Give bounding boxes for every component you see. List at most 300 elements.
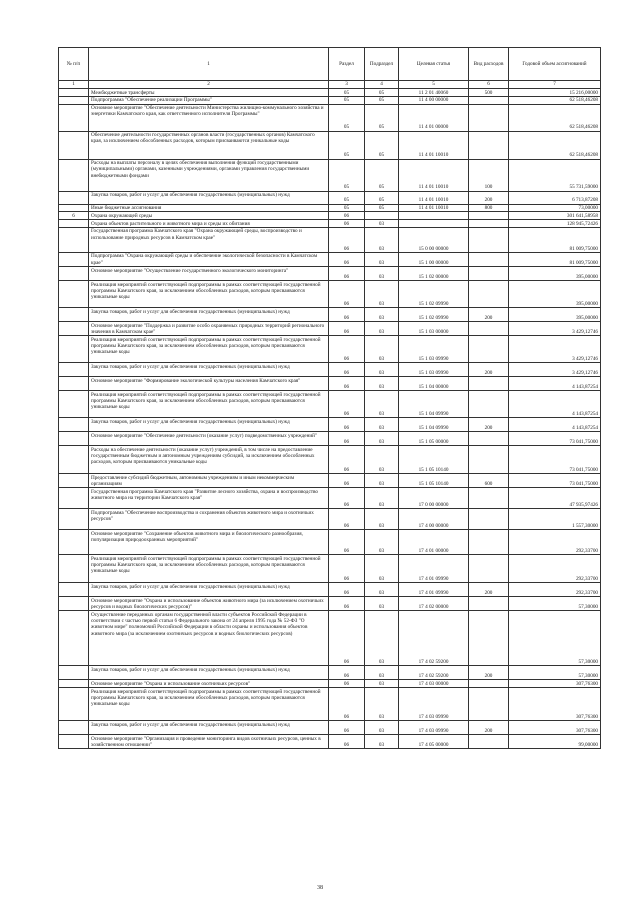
row-csr	[399, 220, 469, 228]
row-razdel: 06	[329, 509, 365, 530]
row-number	[59, 688, 89, 721]
table-body	[59, 89, 601, 749]
row-name: Межбюджетные трансферты	[89, 89, 329, 97]
row-podrazdel: 03	[365, 721, 399, 735]
row-csr	[399, 212, 469, 220]
table-row	[59, 363, 601, 377]
row-csr: 17 4 00 00000	[399, 509, 469, 530]
row-podrazdel: 03	[365, 488, 399, 509]
header-sum: Годовой объем ассигнований	[509, 48, 601, 81]
row-csr: 15 1 04 00000	[399, 377, 469, 391]
row-sum: 4 143,87254	[509, 418, 601, 432]
row-vr	[469, 336, 509, 363]
row-name: Расходы на выплаты персоналу в целях обеспечения выполнения функций государственными (муниципальными) органами, казенными учреждениями, органами управления государственными внебюджетными фондами	[89, 159, 329, 191]
row-name: Основное мероприятие "Охрана и использование объектов животного мира (за исключением охотничьих ресурсов и водных биологических ресурсов)"	[89, 597, 329, 611]
row-number	[59, 474, 89, 488]
row-vr: 100	[469, 159, 509, 191]
row-name: Основное мероприятие "Сохранение объектов животного мира и биологического разнообразия, популяризация природоохранных мероприятий"	[89, 530, 329, 555]
table-row	[59, 281, 601, 308]
row-razdel: 06	[329, 446, 365, 474]
table-row	[59, 336, 601, 363]
row-number	[59, 418, 89, 432]
table-row	[59, 680, 601, 688]
row-number	[59, 281, 89, 308]
row-number	[59, 432, 89, 446]
row-razdel: 05	[329, 131, 365, 159]
row-number	[59, 220, 89, 228]
row-csr: 17 4 05 00000	[399, 735, 469, 749]
table-row	[59, 509, 601, 530]
row-sum: 62 518,46208	[509, 104, 601, 131]
row-name: Охрана окружающей среды	[89, 212, 329, 220]
row-vr	[469, 735, 509, 749]
row-csr: 15 1 05 10140	[399, 446, 469, 474]
row-vr	[469, 104, 509, 131]
row-vr	[469, 555, 509, 583]
row-name: Основное мероприятие "Поддержка и развитие особо охраняемых природных территорий регионального значения в Камчатском крае"	[89, 322, 329, 336]
row-number	[59, 252, 89, 266]
row-vr	[469, 597, 509, 611]
table-row	[59, 432, 601, 446]
header-podrazdel: Подраздел	[365, 48, 399, 81]
row-number	[59, 363, 89, 377]
row-csr: 11 2 01 40060	[399, 89, 469, 97]
row-csr: 11 4 01 10010	[399, 204, 469, 212]
row-sum: 15 216,00000	[509, 89, 601, 97]
row-sum: 292,33700	[509, 555, 601, 583]
table-row	[59, 131, 601, 159]
column-number: 7	[509, 81, 601, 89]
row-vr: 200	[469, 418, 509, 432]
row-razdel: 06	[329, 583, 365, 597]
row-number	[59, 89, 89, 97]
row-name: Реализация мероприятий соответствующей подпрограммы в рамках соответствующей государственной программы Камчатского края, за исключением обособленных расходов, которым присваиваются уникальные коды	[89, 688, 329, 721]
row-name: Обеспечение деятельности государственных органов власти (государственных органов) Камчатского края, за исключением обособленных расходов, которым присваиваются уникальные коды	[89, 131, 329, 159]
row-podrazdel: 03	[365, 509, 399, 530]
header-razdel: Раздел	[329, 48, 365, 81]
row-number	[59, 159, 89, 191]
row-sum: 73 041,75000	[509, 432, 601, 446]
row-number	[59, 336, 89, 363]
row-podrazdel: 03	[365, 432, 399, 446]
table-row	[59, 555, 601, 583]
row-sum: 73 041,75000	[509, 446, 601, 474]
table-row	[59, 204, 601, 212]
header-name: 1	[89, 48, 329, 81]
row-vr	[469, 432, 509, 446]
row-podrazdel: 05	[365, 96, 399, 104]
row-name: Основное мероприятие "Формирование экологической культуры населения Камчатского края"	[89, 377, 329, 391]
row-name: Подпрограмма "Обеспечение воспроизводства и сохранения объектов животного мира и охотничьих ресурсов"	[89, 509, 329, 530]
row-csr: 11 4 00 00000	[399, 96, 469, 104]
table-row	[59, 159, 601, 191]
row-number	[59, 96, 89, 104]
row-podrazdel: 03	[365, 336, 399, 363]
row-csr: 17 4 02 59200	[399, 666, 469, 680]
row-razdel: 06	[329, 688, 365, 721]
row-number	[59, 377, 89, 391]
row-razdel: 06	[329, 281, 365, 308]
table-row	[59, 220, 601, 228]
table-row	[59, 474, 601, 488]
table-row	[59, 688, 601, 721]
row-csr: 17 4 02 59200	[399, 611, 469, 666]
row-csr: 15 1 05 10140	[399, 474, 469, 488]
row-csr: 15 1 03 09990	[399, 336, 469, 363]
row-podrazdel: 03	[365, 611, 399, 666]
budget-table	[58, 47, 601, 749]
table-row	[59, 530, 601, 555]
row-vr	[469, 391, 509, 418]
row-csr: 17 4 02 00000	[399, 597, 469, 611]
column-number: 6	[469, 81, 509, 89]
row-sum: 292,33700	[509, 583, 601, 597]
row-vr: 600	[469, 474, 509, 488]
row-sum: 81 009,75000	[509, 252, 601, 266]
row-number	[59, 509, 89, 530]
table-row	[59, 252, 601, 266]
row-name: Охрана объектов растительного и животного мира и среды их обитания	[89, 220, 329, 228]
row-vr	[469, 281, 509, 308]
table-row	[59, 267, 601, 281]
row-vr	[469, 446, 509, 474]
row-sum: 57,30000	[509, 666, 601, 680]
row-number	[59, 488, 89, 509]
row-podrazdel: 03	[365, 227, 399, 252]
row-name: Закупка товаров, работ и услуг для обеспечения государственных (муниципальных) нужд	[89, 191, 329, 204]
row-number	[59, 555, 89, 583]
column-number: 5	[399, 81, 469, 89]
row-csr: 17 4 01 09990	[399, 555, 469, 583]
row-csr: 11 4 01 00000	[399, 104, 469, 131]
row-csr: 15 1 02 00000	[399, 267, 469, 281]
row-razdel: 06	[329, 336, 365, 363]
row-csr: 15 1 02 09990	[399, 281, 469, 308]
row-sum: 128 945,72426	[509, 220, 601, 228]
column-number-row	[59, 81, 601, 89]
row-podrazdel: 03	[365, 680, 399, 688]
row-number	[59, 446, 89, 474]
row-vr: 200	[469, 363, 509, 377]
row-csr: 17 4 03 09990	[399, 688, 469, 721]
header-csr: Целевая статья	[399, 48, 469, 81]
row-csr: 15 1 05 00000	[399, 432, 469, 446]
row-razdel: 06	[329, 252, 365, 266]
table-row	[59, 446, 601, 474]
row-name: Основное мероприятие "Охрана и использование охотничьих ресурсов"	[89, 680, 329, 688]
row-vr	[469, 212, 509, 220]
row-razdel: 06	[329, 322, 365, 336]
row-razdel: 05	[329, 191, 365, 204]
row-csr: 15 1 03 09990	[399, 363, 469, 377]
row-name: Государственная программа Камчатского края "Развитие лесного хозяйства, охрана и воспроизводство животного мира на территории Камчатского края"	[89, 488, 329, 509]
row-sum: 307,76300	[509, 721, 601, 735]
row-csr: 11 4 01 10010	[399, 191, 469, 204]
row-number	[59, 530, 89, 555]
column-number: 1	[59, 81, 89, 89]
row-sum: 307,76300	[509, 680, 601, 688]
row-razdel: 05	[329, 204, 365, 212]
row-razdel: 06	[329, 530, 365, 555]
row-sum: 99,00000	[509, 735, 601, 749]
row-sum: 62 518,46208	[509, 131, 601, 159]
row-razdel: 05	[329, 104, 365, 131]
row-name: Основное мероприятие "Организация и проведение мониторинга видов охотничьих ресурсов, ценных в хозяйственном отношении"	[89, 735, 329, 749]
row-podrazdel: 03	[365, 308, 399, 322]
table-row	[59, 611, 601, 666]
row-csr: 17 0 00 00000	[399, 488, 469, 509]
row-razdel: 06	[329, 308, 365, 322]
row-razdel: 05	[329, 89, 365, 97]
row-podrazdel: 05	[365, 89, 399, 97]
row-name: Реализация мероприятий соответствующей подпрограммы в рамках соответствующей государственной программы Камчатского края, за исключением обособленных расходов, которым присваиваются уникальные коды	[89, 281, 329, 308]
row-podrazdel: 03	[365, 322, 399, 336]
row-csr: 11 4 01 10010	[399, 159, 469, 191]
row-razdel: 06	[329, 666, 365, 680]
row-sum: 73,00000	[509, 204, 601, 212]
row-podrazdel: 03	[365, 583, 399, 597]
column-number: 4	[365, 81, 399, 89]
row-podrazdel: 05	[365, 204, 399, 212]
row-sum: 301 641,58958	[509, 212, 601, 220]
row-podrazdel: 03	[365, 530, 399, 555]
row-name: Осуществление переданных органам государственной власти субъектов Российской Федерации в соответствии с частью первой статьи 6 Федерального закона от 24 апреля 1995 года № 52-ФЗ "О животном мире" полномочий Российской Федерации в области охраны и использования объектов животного мира (за исключением охотничьих ресурсов и водных биологических ресурсов)	[89, 611, 329, 666]
row-podrazdel: 03	[365, 281, 399, 308]
row-name: Реализация мероприятий соответствующей подпрограммы в рамках соответствующей государственной программы Камчатского края, за исключением обособленных расходов, которым присваиваются уникальные коды	[89, 391, 329, 418]
row-sum: 57,30000	[509, 611, 601, 666]
row-vr	[469, 509, 509, 530]
row-name: Иные бюджетные ассигнования	[89, 204, 329, 212]
row-razdel: 06	[329, 377, 365, 391]
row-number	[59, 391, 89, 418]
row-podrazdel: 03	[365, 363, 399, 377]
table-row	[59, 583, 601, 597]
row-razdel: 06	[329, 555, 365, 583]
row-vr	[469, 488, 509, 509]
table-row	[59, 391, 601, 418]
row-sum: 292,33700	[509, 530, 601, 555]
row-name: Реализация мероприятий соответствующей подпрограммы в рамках соответствующей государственной программы Камчатского края, за исключением обособленных расходов, которым присваиваются уникальные коды	[89, 555, 329, 583]
row-podrazdel	[365, 212, 399, 220]
row-razdel: 06	[329, 267, 365, 281]
row-vr	[469, 530, 509, 555]
row-number	[59, 191, 89, 204]
table-row	[59, 104, 601, 131]
row-number	[59, 721, 89, 735]
row-vr: 200	[469, 191, 509, 204]
row-name: Подпрограмма "Охрана окружающей среды и обеспечение экологической безопасности в Камчатском крае"	[89, 252, 329, 266]
row-name: Закупка товаров, работ и услуг для обеспечения государственных (муниципальных) нужд	[89, 721, 329, 735]
row-podrazdel: 03	[365, 446, 399, 474]
row-csr: 15 0 00 00000	[399, 227, 469, 252]
header-num: № п/п	[59, 48, 89, 81]
row-name: Закупка товаров, работ и услуг для обеспечения государственных (муниципальных) нужд	[89, 418, 329, 432]
row-csr: 11 4 01 10010	[399, 131, 469, 159]
row-csr: 15 1 02 09990	[399, 308, 469, 322]
row-vr	[469, 688, 509, 721]
row-vr: 200	[469, 666, 509, 680]
row-vr: 800	[469, 204, 509, 212]
row-number	[59, 322, 89, 336]
row-vr	[469, 611, 509, 666]
row-name: Реализация мероприятий соответствующей подпрограммы в рамках соответствующей государственной программы Камчатского края, за исключением обособленных расходов, которым присваиваются уникальные коды	[89, 336, 329, 363]
row-podrazdel: 05	[365, 191, 399, 204]
row-podrazdel: 03	[365, 377, 399, 391]
row-razdel: 06	[329, 597, 365, 611]
row-sum: 3 429,12746	[509, 336, 601, 363]
row-sum: 55 731,59000	[509, 159, 601, 191]
row-csr: 17 4 03 09990	[399, 721, 469, 735]
column-number: 3	[329, 81, 365, 89]
table-row	[59, 597, 601, 611]
row-number: 6	[59, 212, 89, 220]
row-sum: 81 009,75000	[509, 227, 601, 252]
table-row	[59, 721, 601, 735]
table-row	[59, 418, 601, 432]
row-name: Подпрограмма "Обеспечение реализации Программы"	[89, 96, 329, 104]
row-razdel: 06	[329, 418, 365, 432]
row-podrazdel: 03	[365, 391, 399, 418]
row-podrazdel: 05	[365, 104, 399, 131]
row-name: Закупка товаров, работ и услуг для обеспечения государственных (муниципальных) нужд	[89, 363, 329, 377]
row-vr	[469, 131, 509, 159]
row-number	[59, 227, 89, 252]
row-sum: 395,00000	[509, 281, 601, 308]
row-sum: 57,30000	[509, 597, 601, 611]
row-sum: 4 143,87254	[509, 377, 601, 391]
table-row	[59, 488, 601, 509]
row-razdel: 05	[329, 96, 365, 104]
row-sum: 62 518,46208	[509, 96, 601, 104]
row-number	[59, 611, 89, 666]
table-header	[59, 48, 601, 81]
table-row	[59, 322, 601, 336]
row-name: Расходы на обеспечение деятельности (оказание услуг) учреждений, в том числе на предоставление государственным бюджетным и автономным учреждениям субсидий, за исключением обособленных расходов, которым присваиваются уникальные коды	[89, 446, 329, 474]
row-podrazdel: 03	[365, 555, 399, 583]
row-number	[59, 104, 89, 131]
row-razdel: 06	[329, 474, 365, 488]
row-name: Предоставление субсидий бюджетным, автономным учреждениям и иным некоммерческим организациям	[89, 474, 329, 488]
row-csr: 15 1 00 00000	[399, 252, 469, 266]
row-name: Закупка товаров, работ и услуг для обеспечения государственных (муниципальных) нужд	[89, 583, 329, 597]
table-row	[59, 96, 601, 104]
row-name: Закупка товаров, работ и услуг для обеспечения государственных (муниципальных) нужд	[89, 666, 329, 680]
row-sum: 395,00000	[509, 267, 601, 281]
row-razdel: 06	[329, 721, 365, 735]
row-csr: 15 1 04 09990	[399, 418, 469, 432]
header-vr: Вид расходов	[469, 48, 509, 81]
row-name: Государственная программа Камчатского края "Охрана окружающей среды, воспроизводство и использование природных ресурсов в Камчатском крае"	[89, 227, 329, 252]
row-number	[59, 131, 89, 159]
row-razdel: 06	[329, 212, 365, 220]
row-razdel: 06	[329, 432, 365, 446]
row-sum: 73 041,75000	[509, 474, 601, 488]
row-sum: 6 713,87208	[509, 191, 601, 204]
row-podrazdel: 03	[365, 220, 399, 228]
row-razdel: 06	[329, 611, 365, 666]
row-vr	[469, 322, 509, 336]
row-sum: 1 557,30000	[509, 509, 601, 530]
row-razdel: 06	[329, 680, 365, 688]
table-row	[59, 212, 601, 220]
row-number	[59, 597, 89, 611]
row-podrazdel: 05	[365, 131, 399, 159]
row-vr	[469, 220, 509, 228]
row-razdel: 06	[329, 735, 365, 749]
row-razdel: 06	[329, 220, 365, 228]
row-vr	[469, 96, 509, 104]
row-razdel: 06	[329, 391, 365, 418]
row-vr: 500	[469, 89, 509, 97]
row-number	[59, 204, 89, 212]
row-csr: 15 1 03 00000	[399, 322, 469, 336]
row-csr: 17 4 01 09990	[399, 583, 469, 597]
table-row	[59, 735, 601, 749]
row-csr: 15 1 04 09990	[399, 391, 469, 418]
row-sum: 307,76300	[509, 688, 601, 721]
row-podrazdel: 03	[365, 666, 399, 680]
row-vr: 200	[469, 721, 509, 735]
row-sum: 4 143,87254	[509, 391, 601, 418]
table-row	[59, 666, 601, 680]
row-sum: 47 935,97426	[509, 488, 601, 509]
row-number	[59, 267, 89, 281]
row-podrazdel: 03	[365, 418, 399, 432]
row-razdel: 06	[329, 227, 365, 252]
row-number	[59, 680, 89, 688]
budget-table-container	[58, 47, 600, 749]
row-name: Основное мероприятие "Обеспечение деятельности (оказание услуг) подведомственных учреждений"	[89, 432, 329, 446]
row-number	[59, 583, 89, 597]
row-csr: 17 4 03 00000	[399, 680, 469, 688]
row-name: Основное мероприятие "Обеспечение деятельности Министерства жилищно-коммунального хозяйства и энергетики Камчатского края, как ответственного исполнителя Программы"	[89, 104, 329, 131]
row-podrazdel: 03	[365, 735, 399, 749]
table-row	[59, 377, 601, 391]
row-razdel: 05	[329, 159, 365, 191]
row-sum: 3 429,12746	[509, 322, 601, 336]
row-vr	[469, 377, 509, 391]
page-number: 38	[317, 885, 323, 891]
row-podrazdel: 03	[365, 474, 399, 488]
row-vr	[469, 267, 509, 281]
row-vr: 200	[469, 308, 509, 322]
row-number	[59, 735, 89, 749]
row-vr	[469, 227, 509, 252]
row-podrazdel: 03	[365, 267, 399, 281]
row-name: Закупка товаров, работ и услуг для обеспечения государственных (муниципальных) нужд	[89, 308, 329, 322]
table-row	[59, 308, 601, 322]
table-row	[59, 89, 601, 97]
row-podrazdel: 03	[365, 597, 399, 611]
row-razdel: 06	[329, 363, 365, 377]
row-razdel: 06	[329, 488, 365, 509]
table-row	[59, 227, 601, 252]
row-podrazdel: 03	[365, 252, 399, 266]
row-sum: 395,00000	[509, 308, 601, 322]
row-podrazdel: 03	[365, 688, 399, 721]
row-number	[59, 666, 89, 680]
column-number: 2	[89, 81, 329, 89]
row-vr: 200	[469, 583, 509, 597]
row-sum: 3 429,12746	[509, 363, 601, 377]
row-vr	[469, 252, 509, 266]
row-csr: 17 4 01 00000	[399, 530, 469, 555]
row-name: Основное мероприятие "Осуществление государственного экологического мониторинга"	[89, 267, 329, 281]
row-vr	[469, 680, 509, 688]
row-podrazdel: 05	[365, 159, 399, 191]
table-row	[59, 191, 601, 204]
row-number	[59, 308, 89, 322]
